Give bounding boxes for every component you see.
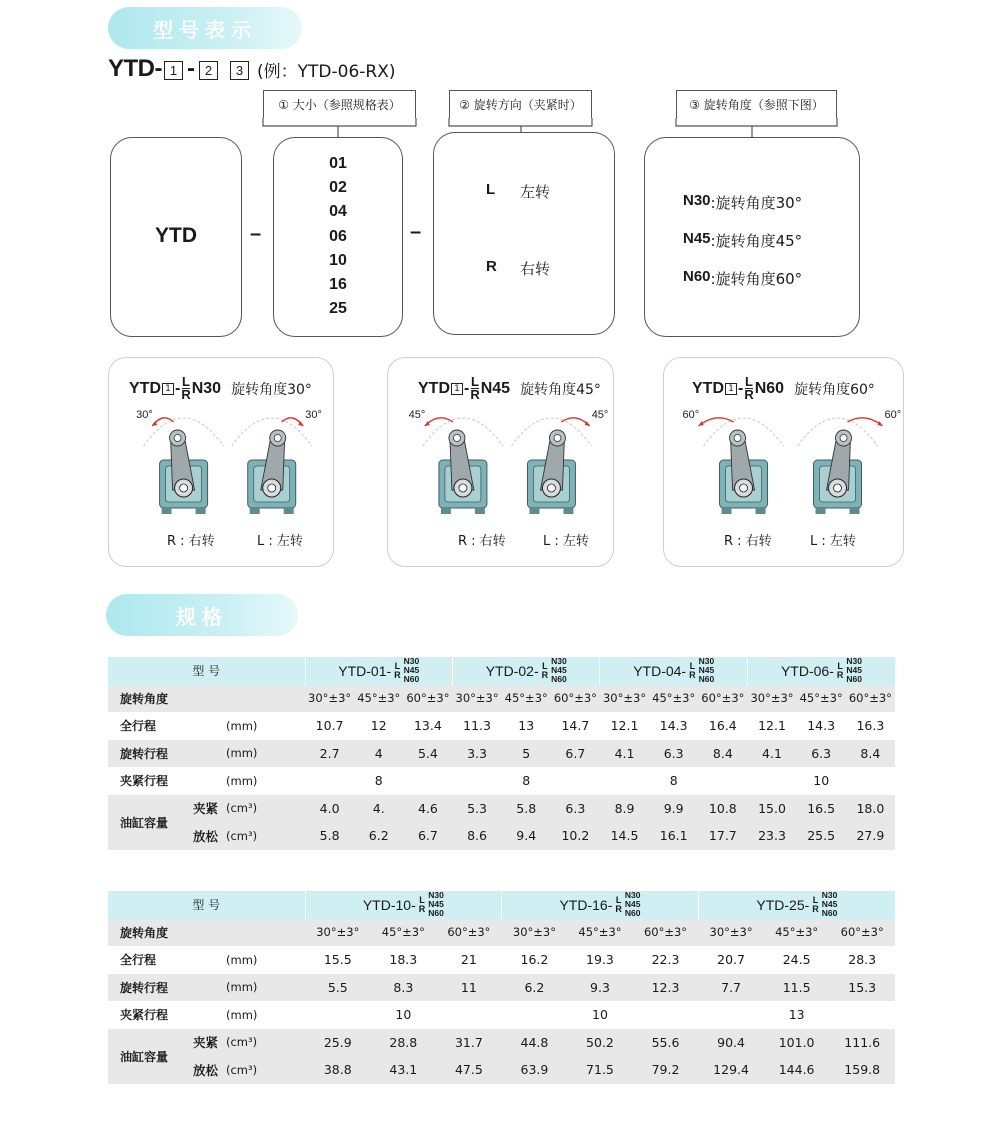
section-header-model: 型号表示 bbox=[108, 7, 302, 49]
table-cell: 45°±3° bbox=[354, 685, 403, 713]
table-row bbox=[108, 974, 895, 1002]
row-unit: (mm) bbox=[226, 773, 258, 788]
angle-label: 60° bbox=[884, 409, 902, 421]
card-desc: 旋转角度60° bbox=[794, 381, 875, 398]
caption-right: R : 右转 bbox=[167, 534, 215, 549]
table-cell: 5.5 bbox=[305, 974, 371, 1002]
spec-table-2 bbox=[108, 891, 895, 1084]
table-cell: 159.8 bbox=[829, 1056, 895, 1084]
table-cell: 14.7 bbox=[561, 718, 590, 734]
row-label: 旋转角度 bbox=[108, 685, 218, 713]
card-box: 1 bbox=[451, 383, 463, 395]
table-cell: 4.0 bbox=[305, 795, 354, 823]
row-sublabel: 放松 bbox=[193, 1056, 218, 1084]
row-unit bbox=[218, 919, 305, 947]
table-row bbox=[108, 1056, 895, 1084]
table-cell: 28.8 bbox=[371, 1029, 437, 1057]
clamp-foot bbox=[475, 508, 485, 514]
arm-bolt bbox=[453, 435, 460, 442]
table-cell: 8.4 bbox=[846, 740, 895, 768]
box-direction bbox=[433, 132, 615, 335]
table-cell: 50.2 bbox=[567, 1029, 633, 1057]
table-cell: 20.7 bbox=[717, 952, 745, 968]
row-label: 旋转行程 bbox=[108, 974, 218, 1002]
arm-bolt bbox=[734, 435, 741, 442]
table-cell: 27.9 bbox=[846, 822, 895, 850]
table-cell: 45°±3° bbox=[371, 919, 437, 947]
table-cell: 14.5 bbox=[600, 822, 649, 850]
tab-direction-label: ② 旋转方向（夹紧时） bbox=[449, 90, 592, 118]
piston-core bbox=[268, 484, 276, 492]
arrow-head bbox=[878, 421, 883, 426]
table-cell: 60°±3° bbox=[829, 919, 895, 947]
table-cell: 45°±3° bbox=[649, 685, 698, 713]
table-cell: 6.3 bbox=[797, 740, 846, 768]
table-cell: 16.2 bbox=[520, 952, 549, 968]
size-item: 06 bbox=[329, 227, 347, 245]
angle-code: N45 bbox=[683, 230, 711, 247]
table-cell: 47.5 bbox=[436, 1056, 502, 1084]
table-cell: 43.1 bbox=[371, 1056, 437, 1084]
table-cell: 4 bbox=[354, 740, 403, 768]
table-cell: 90.4 bbox=[698, 1029, 764, 1057]
card-r: R bbox=[470, 387, 480, 402]
clamp-foot bbox=[284, 508, 294, 514]
table-cell: 17.7 bbox=[698, 822, 747, 850]
table-cell: 9.4 bbox=[502, 822, 551, 850]
table-cell: 45°±3° bbox=[567, 919, 633, 947]
arm-bolt bbox=[174, 435, 181, 442]
table-cell: 5.3 bbox=[452, 795, 501, 823]
angle-card-n30 bbox=[108, 357, 334, 567]
angle-code: N30 bbox=[683, 192, 711, 209]
clamp-foot bbox=[850, 508, 860, 514]
table-cell: 11.5 bbox=[764, 974, 830, 1002]
table-cell: 30°±3° bbox=[698, 919, 764, 947]
table-cell: 30°±3° bbox=[747, 685, 796, 713]
row-unit: (mm) bbox=[218, 974, 305, 1002]
table-cell: 4.1 bbox=[600, 740, 649, 768]
tab-connectors bbox=[0, 0, 1000, 140]
table-header-row bbox=[108, 891, 895, 919]
table-cell: 60°±3° bbox=[633, 919, 699, 947]
table-cell: 10.7 bbox=[315, 718, 344, 734]
table-header-row bbox=[108, 657, 895, 685]
model-header: YTD-04- L R N30 N45 N60 bbox=[600, 657, 747, 685]
row-label: 油缸容量 bbox=[108, 795, 193, 850]
card-r: R bbox=[181, 387, 191, 402]
table-cell: 38.8 bbox=[305, 1056, 371, 1084]
table-row bbox=[108, 1001, 895, 1029]
row-unit: (cm³) bbox=[218, 1029, 305, 1057]
angle-label: 45° bbox=[591, 409, 609, 421]
table-cell: 5 bbox=[502, 740, 551, 768]
caption-left: L : 左转 bbox=[810, 534, 856, 549]
table-cell: 10 bbox=[592, 1007, 608, 1023]
table-cell: 24.5 bbox=[782, 952, 811, 968]
table-cell: 11.3 bbox=[463, 718, 491, 734]
direction-row-r bbox=[486, 258, 550, 279]
table-cell: 12 bbox=[370, 718, 387, 734]
table-row bbox=[108, 740, 895, 768]
table-cell: 6.2 bbox=[502, 974, 568, 1002]
table-row bbox=[108, 946, 895, 974]
clamp-unit bbox=[683, 409, 784, 514]
table-cell: 6.7 bbox=[551, 740, 600, 768]
direction-code: L bbox=[486, 181, 496, 198]
code-box-3: 3 bbox=[230, 61, 249, 80]
table-cell: 5.8 bbox=[502, 795, 551, 823]
direction-text: 右转 bbox=[520, 260, 551, 278]
table-cell: 71.5 bbox=[567, 1056, 633, 1084]
angle-text: :旋转角度30° bbox=[710, 194, 803, 212]
table-row bbox=[108, 712, 895, 740]
row-unit: (mm) bbox=[218, 740, 305, 768]
row-unit bbox=[218, 685, 305, 713]
angle-row bbox=[683, 192, 802, 213]
table-cell: 16.3 bbox=[856, 718, 885, 734]
code-box-2: 2 bbox=[199, 61, 218, 80]
card-ytd: YTD bbox=[418, 379, 450, 397]
clamp-foot bbox=[529, 508, 539, 514]
table-cell: 144.6 bbox=[764, 1056, 830, 1084]
table-cell: 8 bbox=[522, 773, 531, 789]
caption-left: L : 左转 bbox=[257, 534, 303, 549]
table-cell: 7.7 bbox=[698, 974, 764, 1002]
clamp-illustration bbox=[388, 398, 615, 528]
table-cell: 10 bbox=[395, 1007, 412, 1023]
size-item: 25 bbox=[329, 300, 347, 318]
table-cell: 30°±3° bbox=[600, 685, 649, 713]
clamp-unit bbox=[798, 409, 902, 514]
table-cell: 12.1 bbox=[610, 718, 639, 734]
size-item: 02 bbox=[329, 179, 347, 197]
clamp-foot bbox=[722, 508, 732, 514]
box-size bbox=[273, 137, 403, 337]
card-desc: 旋转角度30° bbox=[231, 381, 312, 398]
box-angle bbox=[644, 137, 860, 337]
table-cell: 18.0 bbox=[846, 795, 895, 823]
table-cell: 6.3 bbox=[649, 740, 698, 768]
table-cell: 4.1 bbox=[747, 740, 796, 768]
code-prefix: YTD- bbox=[108, 55, 162, 82]
section-header-spec: 规格 bbox=[106, 594, 298, 636]
table-cell: 15.5 bbox=[323, 952, 352, 968]
row-unit: (cm³) bbox=[218, 1056, 305, 1084]
caption-right: R : 右转 bbox=[724, 534, 772, 549]
table-cell: 60°±3° bbox=[403, 685, 452, 713]
table-cell: 60°±3° bbox=[436, 919, 502, 947]
card-box: 1 bbox=[162, 383, 174, 395]
table-cell: 2.7 bbox=[305, 740, 354, 768]
size-item: 10 bbox=[329, 251, 347, 269]
model-header: YTD-10- L R N30 N45 N60 bbox=[305, 891, 502, 919]
card-dash: - bbox=[175, 379, 181, 397]
clamp-foot bbox=[196, 508, 206, 514]
table-row bbox=[108, 1029, 895, 1057]
row-label: 全行程 bbox=[120, 953, 157, 968]
table-cell: 30°±3° bbox=[305, 919, 371, 947]
piston-core bbox=[547, 484, 555, 492]
clamp-foot bbox=[250, 508, 260, 514]
card-code: N45 bbox=[480, 379, 511, 397]
box-ytd-text: YTD bbox=[155, 224, 197, 247]
table-cell: 12.3 bbox=[633, 974, 699, 1002]
table-cell: 10.2 bbox=[551, 822, 600, 850]
table-cell: 101.0 bbox=[764, 1029, 830, 1057]
table-cell: 10 bbox=[813, 773, 830, 789]
direction-code: R bbox=[486, 258, 497, 275]
code-example: (例：YTD-06-RX) bbox=[257, 61, 396, 82]
card-box: 1 bbox=[725, 383, 737, 395]
clamp-illustration bbox=[109, 398, 335, 528]
code-dash: - bbox=[187, 55, 195, 82]
row-label: 夹紧行程 bbox=[120, 774, 169, 789]
angle-card-n60 bbox=[663, 357, 904, 567]
table-cell: 16.5 bbox=[797, 795, 846, 823]
table-cell: 5.8 bbox=[305, 822, 354, 850]
card-l: L bbox=[745, 374, 753, 389]
angle-row bbox=[683, 268, 802, 289]
table-cell: 45°±3° bbox=[764, 919, 830, 947]
card-code: N60 bbox=[754, 379, 785, 397]
row-sublabel: 夹紧 bbox=[193, 795, 218, 823]
table-cell: 111.6 bbox=[829, 1029, 895, 1057]
table-cell: 8.3 bbox=[371, 974, 437, 1002]
direction-text: 左转 bbox=[520, 183, 551, 201]
arm-bolt bbox=[274, 435, 281, 442]
table-cell: 5.4 bbox=[403, 740, 452, 768]
model-header: YTD-02- L R N30 N45 N60 bbox=[452, 657, 599, 685]
row-label: 全行程 bbox=[120, 719, 157, 734]
clamp-illustration bbox=[664, 398, 905, 528]
table-cell: 30°±3° bbox=[452, 685, 501, 713]
table-cell: 44.8 bbox=[502, 1029, 568, 1057]
table-cell: 31.7 bbox=[436, 1029, 502, 1057]
table-cell: 22.3 bbox=[651, 952, 680, 968]
table-row bbox=[108, 767, 895, 795]
row-label: 夹紧行程 bbox=[120, 1008, 169, 1023]
table-cell: 45°±3° bbox=[502, 685, 551, 713]
card-dash: - bbox=[738, 379, 744, 397]
table-cell: 8.4 bbox=[698, 740, 747, 768]
table-cell: 14.3 bbox=[807, 718, 836, 734]
row-unit: (mm) bbox=[226, 718, 258, 733]
table-cell: 6.3 bbox=[551, 795, 600, 823]
row-sublabel: 夹紧 bbox=[193, 1029, 218, 1057]
clamp-unit bbox=[511, 409, 608, 514]
model-header: YTD-16- L R N30 N45 N60 bbox=[502, 891, 699, 919]
tab-size-label: ① 大小（参照规格表） bbox=[263, 90, 416, 118]
row-unit: (mm) bbox=[226, 952, 258, 967]
table-cell: 16.4 bbox=[708, 718, 737, 734]
clamp-foot bbox=[162, 508, 172, 514]
table-cell: 30°±3° bbox=[305, 685, 354, 713]
clamp-foot bbox=[756, 508, 766, 514]
table-cell: 19.3 bbox=[586, 952, 614, 968]
angle-label: 45° bbox=[408, 409, 426, 421]
clamp-foot bbox=[563, 508, 573, 514]
card-dash: - bbox=[464, 379, 470, 397]
clamp-unit bbox=[232, 409, 322, 514]
table-cell: 25.5 bbox=[797, 822, 846, 850]
card-code: N30 bbox=[191, 379, 222, 397]
table-cell: 8 bbox=[669, 773, 678, 789]
table-cell: 18.3 bbox=[389, 952, 418, 968]
table-cell: 129.4 bbox=[698, 1056, 764, 1084]
table-cell: 8 bbox=[374, 773, 383, 789]
piston-core bbox=[834, 484, 842, 492]
table-cell: 4. bbox=[354, 795, 403, 823]
table-cell: 15.0 bbox=[747, 795, 796, 823]
table-cell: 60°±3° bbox=[551, 685, 600, 713]
table-cell: 28.3 bbox=[848, 952, 877, 968]
card-l: L bbox=[182, 374, 190, 389]
card-ytd: YTD bbox=[129, 379, 161, 397]
size-item: 04 bbox=[329, 203, 347, 221]
piston-core bbox=[180, 484, 188, 492]
table-cell: 6.7 bbox=[403, 822, 452, 850]
table-cell: 4.6 bbox=[403, 795, 452, 823]
model-header: YTD-25- L R N30 N45 N60 bbox=[698, 891, 895, 919]
angle-label: 30° bbox=[305, 409, 322, 421]
caption-left: L : 左转 bbox=[543, 534, 589, 549]
row-unit: (mm) bbox=[226, 1007, 258, 1022]
table-cell: 11 bbox=[436, 974, 502, 1002]
model-header: YTD-01- L R N30 N45 N60 bbox=[305, 657, 452, 685]
table-row bbox=[108, 685, 895, 713]
table-cell: 14.3 bbox=[659, 718, 688, 734]
table-cell: 79.2 bbox=[633, 1056, 699, 1084]
row-label: 油缸容量 bbox=[108, 1029, 193, 1084]
table-cell: 13 bbox=[518, 718, 535, 734]
angle-code: N60 bbox=[683, 268, 711, 285]
table-cell: 6.2 bbox=[354, 822, 403, 850]
code-box-1: 1 bbox=[164, 61, 183, 80]
table-cell: 9.3 bbox=[567, 974, 633, 1002]
tab-angle-label: ③ 旋转角度（参照下图） bbox=[676, 90, 837, 118]
clamp-foot bbox=[816, 508, 826, 514]
angle-text: :旋转角度60° bbox=[710, 270, 803, 288]
arm-bolt bbox=[554, 435, 561, 442]
table-row bbox=[108, 919, 895, 947]
direction-row-l bbox=[486, 181, 550, 202]
clamp-unit bbox=[136, 409, 224, 514]
table-cell: 25.9 bbox=[305, 1029, 371, 1057]
model-header: YTD-06- L R N30 N45 N60 bbox=[747, 657, 895, 685]
table-cell: 16.1 bbox=[649, 822, 698, 850]
size-item: 16 bbox=[329, 276, 347, 294]
header-model-label: 型 号 bbox=[108, 891, 305, 919]
table-cell: 55.6 bbox=[633, 1029, 699, 1057]
angle-card-n45 bbox=[387, 357, 614, 567]
separator-dash-1: – bbox=[250, 223, 262, 245]
card-l: L bbox=[471, 374, 479, 389]
row-label: 旋转行程 bbox=[108, 740, 218, 768]
row-sublabel: 放松 bbox=[193, 822, 218, 850]
separator-dash-2: – bbox=[410, 221, 422, 243]
table-cell: 13 bbox=[788, 1007, 805, 1023]
table-row bbox=[108, 795, 895, 823]
table-cell: 60°±3° bbox=[846, 685, 895, 713]
table-cell: 21 bbox=[460, 952, 477, 968]
table-cell: 30°±3° bbox=[502, 919, 568, 947]
table-cell: 8.6 bbox=[452, 822, 501, 850]
table-cell: 60°±3° bbox=[698, 685, 747, 713]
row-unit: (cm³) bbox=[218, 795, 305, 823]
box-ytd bbox=[110, 137, 242, 337]
table-cell: 12.1 bbox=[758, 718, 786, 734]
piston-core bbox=[740, 484, 748, 492]
size-item: 01 bbox=[329, 155, 347, 172]
spec-table-1 bbox=[108, 657, 895, 850]
card-desc: 旋转角度45° bbox=[520, 381, 601, 398]
table-cell: 23.3 bbox=[747, 822, 796, 850]
table-cell: 15.3 bbox=[829, 974, 895, 1002]
row-unit: (cm³) bbox=[218, 822, 305, 850]
table-cell: 8.9 bbox=[600, 795, 649, 823]
card-r: R bbox=[744, 387, 754, 402]
table-cell: 63.9 bbox=[502, 1056, 568, 1084]
clamp-foot bbox=[441, 508, 451, 514]
table-cell: 3.3 bbox=[452, 740, 501, 768]
rotation-arrow bbox=[699, 418, 734, 426]
size-list bbox=[274, 152, 402, 321]
table-row bbox=[108, 822, 895, 850]
card-ytd: YTD bbox=[692, 379, 724, 397]
row-label: 旋转角度 bbox=[108, 919, 218, 947]
table-cell: 10.8 bbox=[698, 795, 747, 823]
caption-right: R : 右转 bbox=[458, 534, 506, 549]
angle-row bbox=[683, 230, 802, 251]
table-cell: 45°±3° bbox=[797, 685, 846, 713]
angle-text: :旋转角度45° bbox=[710, 232, 803, 250]
angle-label: 30° bbox=[136, 409, 153, 421]
piston-core bbox=[459, 484, 467, 492]
table-cell: 9.9 bbox=[649, 795, 698, 823]
clamp-unit bbox=[409, 409, 503, 514]
angle-label: 60° bbox=[682, 409, 700, 421]
header-model-label: 型 号 bbox=[108, 657, 305, 685]
arm-bolt bbox=[840, 435, 847, 442]
table-cell: 13.4 bbox=[413, 718, 442, 734]
